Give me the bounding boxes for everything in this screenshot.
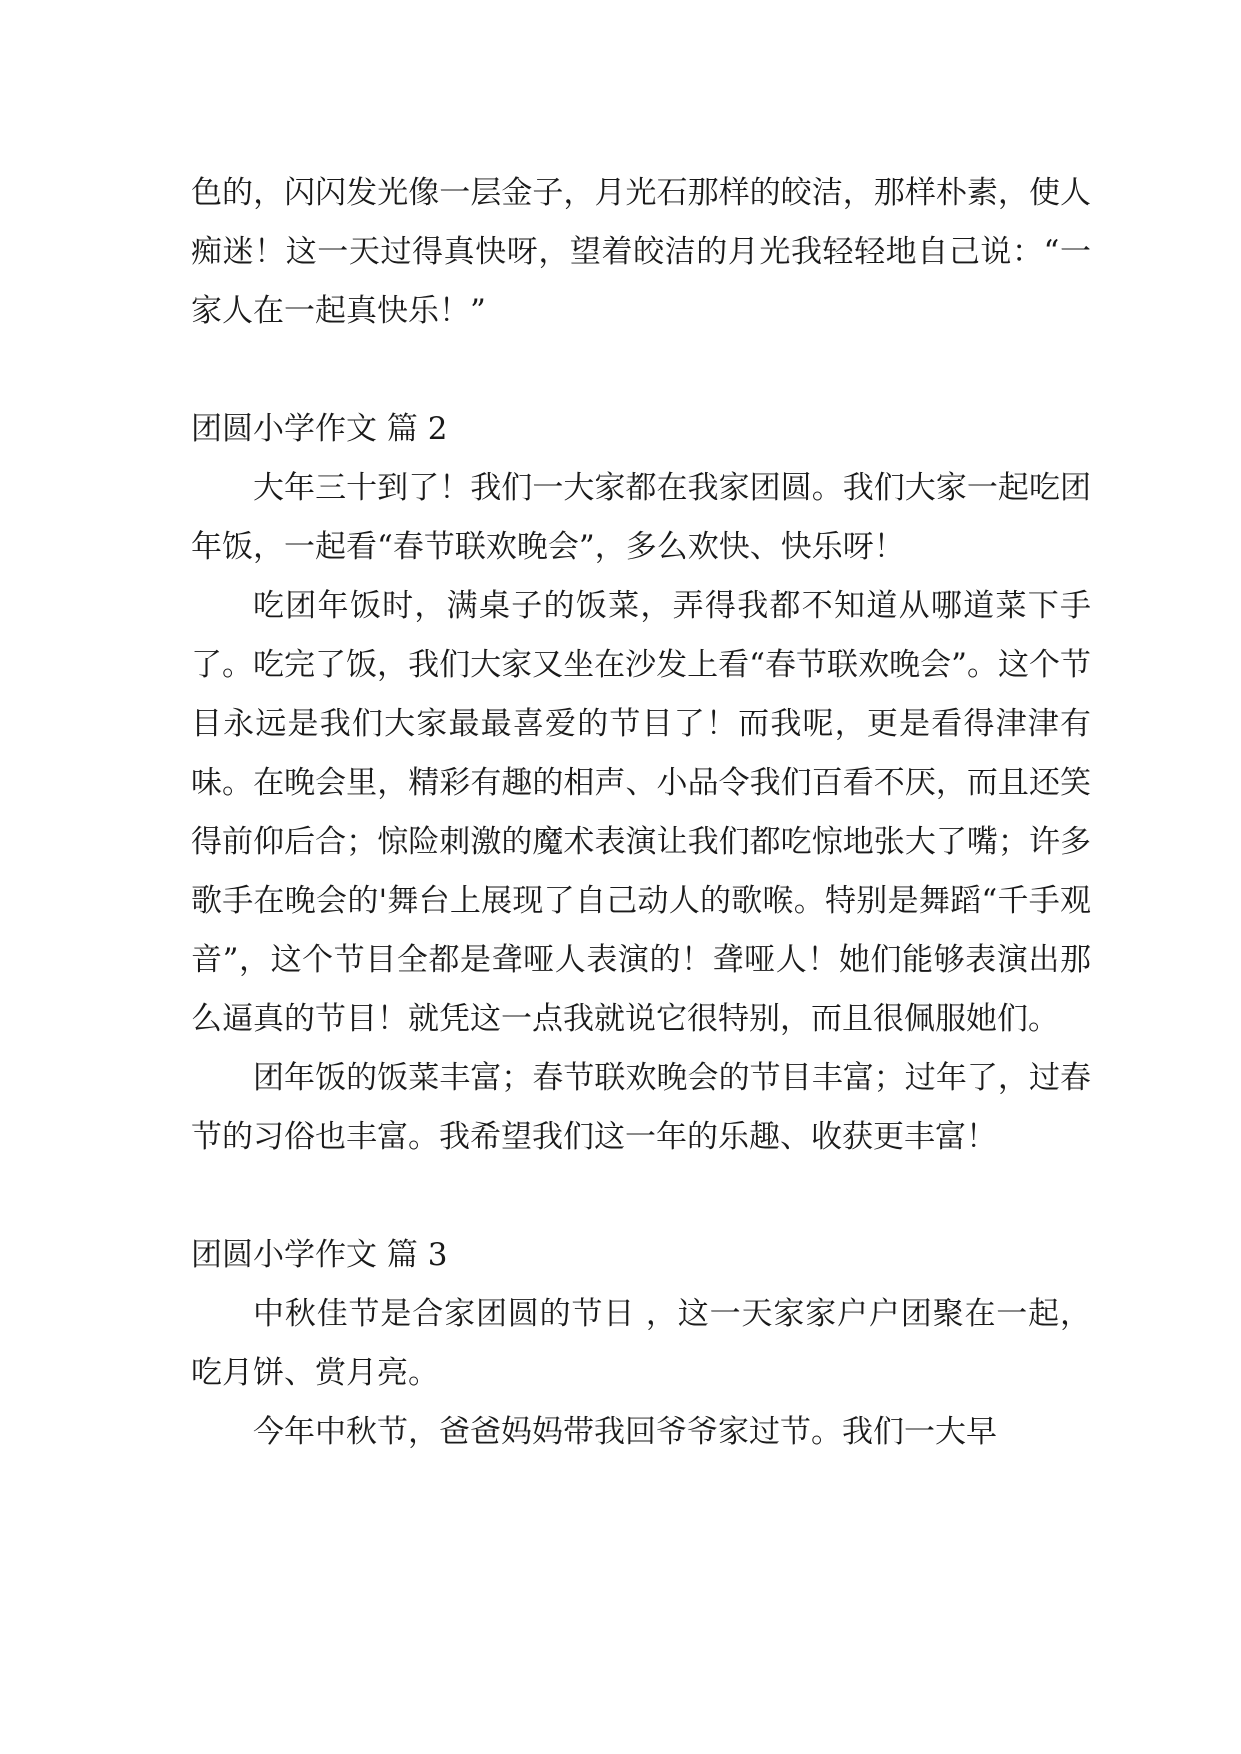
section-spacer bbox=[191, 341, 1091, 400]
paragraph: 今年中秋节，爸爸妈妈带我回爷爷家过节。我们一大早 bbox=[253, 1414, 997, 1450]
paragraph: 大年三十到了！我们一大家都在我家团圆。我们大家一起吃团年饭，一起看“春节联欢晚会”，多么欢快、快乐呀！ bbox=[191, 470, 1091, 565]
document-body bbox=[191, 164, 1091, 1462]
paragraph: 吃团年饭时，满桌子的饭菜，弄得我都不知道从哪道菜下手了。吃完了饭，我们大家又坐在沙发上看“春节联欢晚会”。这个节目永远是我们大家最最喜爱的节目了！而我呢，更是看得津津有味。在晚会里，精彩有趣的相声、小品令我们百看不厌，而且还笑得前仰后合；惊险刺激的魔术表演让我们都吃惊地张大了嘴；许多歌手在晚会的'舞台上展现了自己动人的歌喉。特别是舞蹈“千手观音”，这个节目全都是聋哑人表演的！聋哑人！她们能够表演出那么逼真的节目！就凭这一点我就说它很特别，而且很佩服她们。 bbox=[191, 588, 1091, 1037]
section-heading-2: 团圆小学作文 篇 2 bbox=[191, 411, 448, 447]
paragraph: 团年饭的饭菜丰富；春节联欢晚会的节目丰富；过年了，过春节的习俗也丰富。我希望我们这一年的乐趣、收获更丰富！ bbox=[191, 1060, 1091, 1155]
paragraph: 色的，闪闪发光像一层金子，月光石那样的皎洁，那样朴素，使人痴迷！这一天过得真快呀，望着皎洁的月光我轻轻地自己说：“一家人在一起真快乐！” bbox=[191, 175, 1091, 329]
section-spacer bbox=[191, 1167, 1091, 1226]
paragraph: 中秋佳节是合家团圆的节日 ，这一天家家户户团聚在一起，吃月饼、赏月亮。 bbox=[191, 1296, 1091, 1391]
section-heading-3: 团圆小学作文 篇 3 bbox=[191, 1237, 448, 1273]
